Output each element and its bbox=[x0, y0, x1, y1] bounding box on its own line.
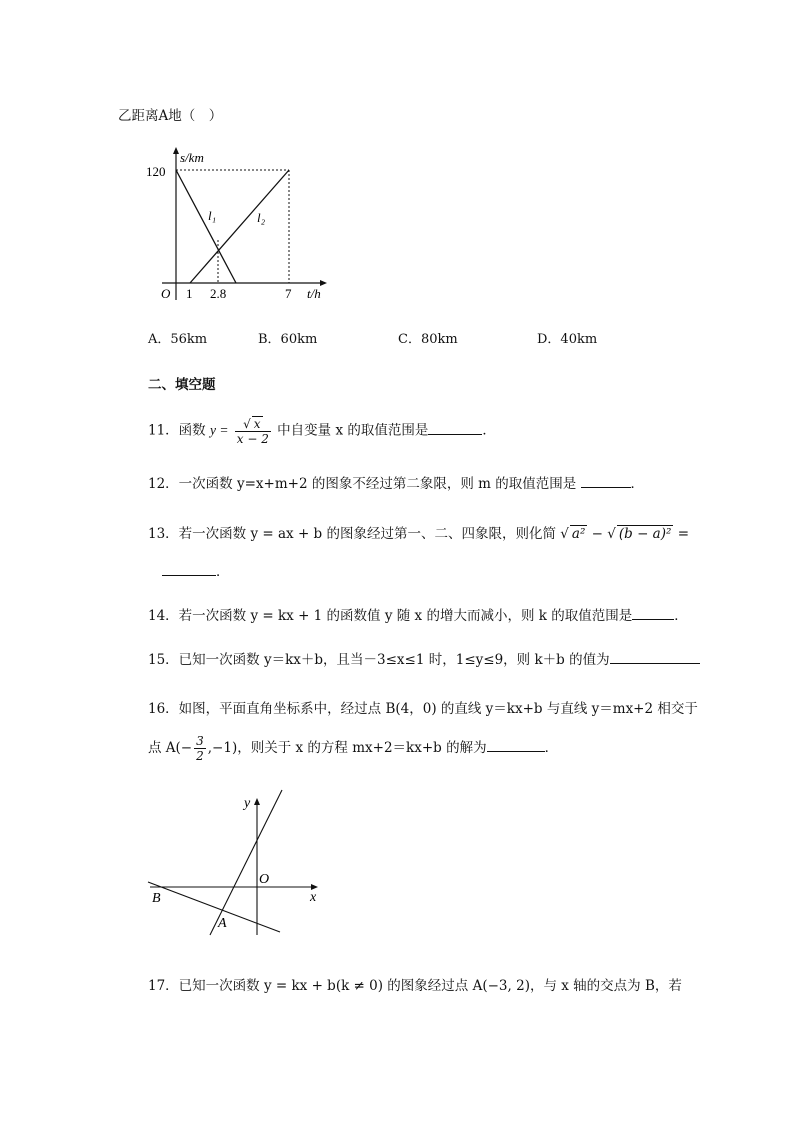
line-ab bbox=[148, 882, 280, 932]
y-axis-arrow bbox=[254, 798, 260, 805]
answer-blank-16[interactable] bbox=[487, 737, 545, 752]
question-11: 11．函数 y = $\frac{√ x}{x - 2}$ 中自变量 x 的取值范围是 ． bbox=[148, 417, 496, 446]
line-a bbox=[210, 790, 282, 935]
option-c[interactable]: C．80km bbox=[398, 332, 458, 347]
question-16-line-1: 16．如图，平面直角坐标系中，经过点 B(4，0) 的直线 y＝kx+b 与直线 y＝mx+2 相交于 bbox=[148, 701, 698, 717]
x-axis-label: t/h bbox=[307, 286, 321, 301]
question-12: 12．一次函数 y=x+m+2 的图象不经过第二象限，则 m 的取值范围是 ． bbox=[148, 472, 644, 492]
x-tick-7: 7 bbox=[285, 286, 292, 301]
option-a[interactable]: A．56km bbox=[148, 332, 208, 347]
fraction-3-2: $\frac{3}{2}$ bbox=[196, 734, 204, 763]
x-tick-1: 1 bbox=[186, 286, 193, 301]
answer-blank-15[interactable] bbox=[610, 649, 700, 664]
fraction: $\frac{√ x}{x - 2}$ bbox=[236, 417, 269, 446]
question-15: 15．已知一次函数 y＝kx＋b，且当－3≤x≤1 时，1≤y≤9，则 k＋b 的值为 bbox=[148, 648, 700, 668]
point-a-label: A bbox=[218, 916, 227, 931]
coordinate-graph bbox=[140, 785, 340, 940]
x-axis-arrow bbox=[320, 280, 327, 286]
y-tick-120: 120 bbox=[146, 164, 166, 179]
line-l1 bbox=[176, 170, 236, 283]
point-b-label: B bbox=[152, 891, 161, 906]
origin-label: O bbox=[259, 872, 270, 887]
y-axis-label: s/km bbox=[180, 150, 204, 165]
question-13-answer: ． bbox=[162, 560, 230, 580]
section-title: 二、填空题 bbox=[148, 377, 216, 393]
line-l2-label: l₂ bbox=[257, 210, 266, 225]
line-l1-label: l₁ bbox=[208, 208, 217, 223]
line-l2 bbox=[190, 170, 289, 283]
x-label: x bbox=[310, 890, 317, 905]
distance-time-graph bbox=[140, 140, 340, 310]
question-16-line-2: 点 A(− $\frac{3}{2}$ ,−1)，则关于 x 的方程 mx+2＝kx+b 的解为 ． bbox=[148, 734, 559, 763]
question-14: 14．若一次函数 y = kx + 1 的函数值 y 随 x 的增大而减小，则 k 的取值范围是 ． bbox=[148, 604, 688, 624]
y-label: y bbox=[244, 796, 251, 811]
y-axis-arrow bbox=[173, 147, 179, 154]
answer-blank-12[interactable] bbox=[581, 473, 631, 488]
option-d[interactable]: D．40km bbox=[537, 332, 598, 347]
answer-blank-14[interactable] bbox=[632, 605, 674, 620]
answer-blank-13[interactable] bbox=[162, 561, 216, 576]
option-b[interactable]: B．60km bbox=[258, 332, 318, 347]
answer-blank-11[interactable] bbox=[428, 420, 482, 435]
question-17: 17．已知一次函数 y = kx + b(k ≠ 0) 的图象经过点 A(−3, 2)，与 x 轴的交点为 B，若 bbox=[148, 978, 682, 994]
question-10-stem-end: 乙距离A地（ ） bbox=[118, 108, 223, 124]
x-tick-2-8: 2.8 bbox=[210, 286, 227, 301]
origin-label: O bbox=[161, 286, 171, 301]
question-13: 13．若一次函数 y = ax + b 的图象经过第一、二、四象限，则化简 √ a² − √ (b − a)² = bbox=[148, 526, 690, 542]
